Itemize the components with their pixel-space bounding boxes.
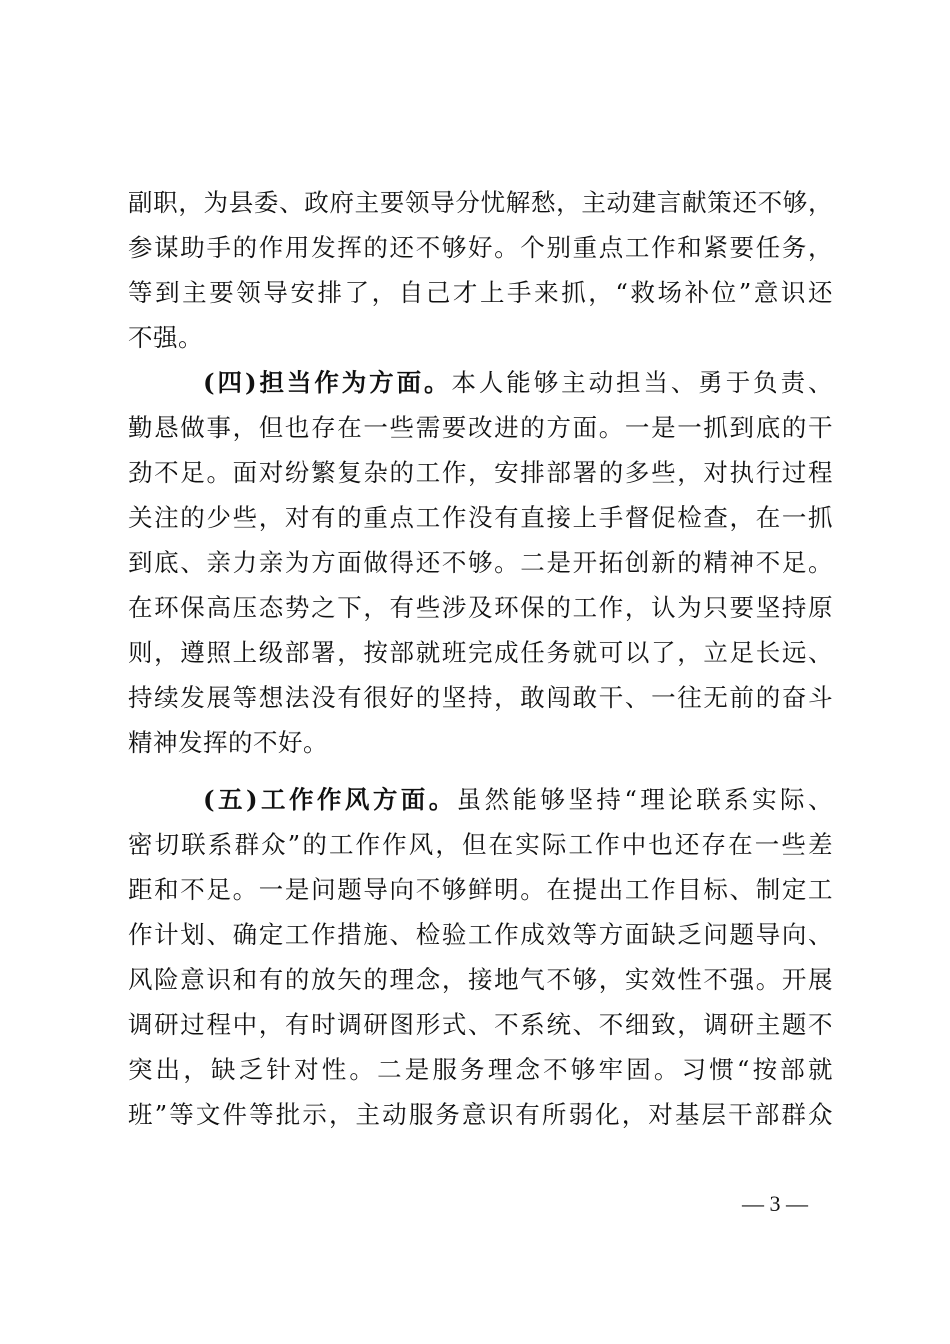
text-line: 参谋助手的作用发挥的还不够好。个别重点工作和紧要任务， xyxy=(128,233,833,262)
paragraph-first-line xyxy=(203,361,833,405)
text-span: 虽然能够坚持“理论联系实际、 xyxy=(456,785,833,814)
text-line: 等到主要领导安排了，自己才上手来抓，“救场补位”意识还 xyxy=(128,278,833,307)
paragraph-first-line xyxy=(203,778,833,822)
text-span: 本人能够主动担当、勇于负责、 xyxy=(451,368,833,397)
text-line: 到底、亲力亲为方面做得还不够。二是开拓创新的精神不足。 xyxy=(128,548,833,577)
text-line: 风险意识和有的放矢的理念，接地气不够，实效性不强。开展 xyxy=(128,965,833,994)
text-line: 持续发展等想法没有很好的坚持，敢闯敢干、一往无前的奋斗 xyxy=(128,683,833,712)
text-line: 突出，缺乏针对性。二是服务理念不够牢固。习惯“按部就 xyxy=(128,1055,833,1084)
text-line: 劲不足。面对纷繁复杂的工作，安排部署的多些，对执行过程 xyxy=(128,458,833,487)
text-line: 副职，为县委、政府主要领导分忧解愁，主动建言献策还不够， xyxy=(128,188,833,217)
text-line: 距和不足。一是问题导向不够鲜明。在提出工作目标、制定工 xyxy=(128,875,833,904)
text-line: 班”等文件等批示，主动服务意识有所弱化，对基层干部群众 xyxy=(128,1100,833,1129)
text-line: 在环保高压态势之下，有些涉及环保的工作，认为只要坚持原 xyxy=(128,593,833,622)
text-line: 密切联系群众”的工作作风，但在实际工作中也还存在一些差 xyxy=(128,830,833,859)
text-line: 不强。 xyxy=(128,323,203,352)
section-heading: (四)担当作为方面。 xyxy=(203,368,452,397)
text-line: 勤恳做事，但也存在一些需要改进的方面。一是一抓到底的干 xyxy=(128,413,833,442)
text-line: 调研过程中，有时调研图形式、不系统、不细致，调研主题不 xyxy=(128,1010,833,1039)
page-number: — 3 — xyxy=(742,1191,808,1216)
section-heading: (五)工作作风方面。 xyxy=(203,785,457,814)
text-line: 关注的少些，对有的重点工作没有直接上手督促检查，在一抓 xyxy=(128,503,833,532)
text-line: 精神发挥的不好。 xyxy=(128,728,328,757)
text-line: 作计划、确定工作措施、检验工作成效等方面缺乏问题导向、 xyxy=(128,920,833,949)
text-line: 则，遵照上级部署，按部就班完成任务就可以了，立足长远、 xyxy=(128,638,833,667)
